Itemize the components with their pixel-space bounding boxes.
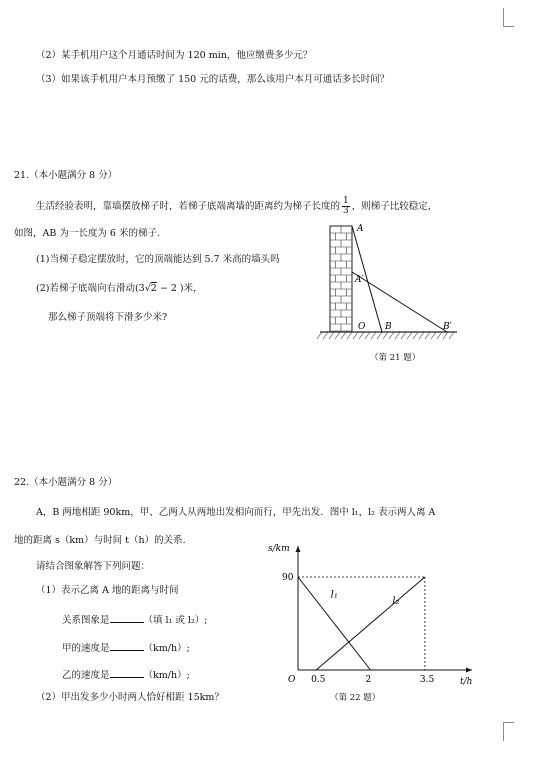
- x-axis-label: t/h: [460, 677, 473, 687]
- q22-sub3: [62, 668, 190, 682]
- q22-sub2: [62, 641, 190, 655]
- series-label-2: l₂: [392, 595, 400, 607]
- brick-wall: [330, 226, 352, 332]
- q21-line2: 如图，AB 为一长度为 6 米的梯子.: [14, 228, 160, 239]
- y-axis-arrow: [296, 546, 301, 552]
- answer-blank-1[interactable]: [110, 613, 144, 623]
- sqrt-symbol: √: [144, 283, 151, 294]
- ladder-figure: [312, 216, 462, 346]
- answer-blank-2[interactable]: [110, 641, 144, 651]
- x-tick-label: 2: [365, 675, 372, 685]
- label-b: B: [385, 322, 392, 332]
- corner-mark-top: [503, 8, 514, 27]
- label-a-prime: A′: [355, 275, 364, 285]
- q22-sub1: [62, 613, 207, 627]
- series-label-1: l₁: [330, 589, 338, 601]
- q22-line3: 请结合图象解答下列问题：: [36, 561, 151, 572]
- q21-line1-a: 生活经验表明，靠墙摆放梯子时，若梯子底端离墙的距离约为梯子长度的: [36, 201, 341, 212]
- q21-header: 21.（本小题满分 8 分）: [14, 170, 118, 181]
- q21-line1: [36, 197, 437, 216]
- corner-mark-bottom: [503, 722, 514, 741]
- sqrt-radicand: 2: [150, 283, 157, 294]
- y-axis-label: s/km: [268, 544, 290, 554]
- y-tick-label: 90: [282, 573, 294, 583]
- q22-sub3-a: 乙的速度是: [62, 670, 110, 681]
- q22-caption: （第 22 题）: [330, 693, 381, 703]
- x-tick-label: O: [288, 675, 296, 685]
- label-b-prime: B′: [443, 322, 452, 332]
- label-a: A: [357, 224, 364, 234]
- distance-time-chart: [262, 538, 482, 688]
- q20-part2: （2）某手机用户这个月通话时间为 120 min，他应缴费多少元？: [36, 50, 313, 61]
- q21-fraction: [342, 197, 350, 216]
- q22-sub3-b: （km/h）;: [143, 670, 190, 681]
- q22-header: 22.（本小题满分 8 分）: [14, 477, 118, 488]
- x-tick-label: 3.5: [419, 675, 435, 685]
- q22-sub2-b: （km/h）;: [143, 643, 190, 654]
- q21-part1: (1)当梯子稳定摆放时，它的顶端能达到 5.7 米高的墙头吗: [36, 254, 280, 265]
- fraction-numerator: 1: [343, 196, 349, 206]
- ladder-a-prime-b-prime: [352, 272, 447, 332]
- q22-part1: （1）表示乙离 A 地的距离与时间: [36, 585, 179, 596]
- q20-part3: （3）如果该手机用户本月预缴了 150 元的话费，那么该用户本月可通话多长时间？: [36, 74, 390, 85]
- q22-line2: 地的距离 s（km）与时间 t（h）的关系.: [14, 535, 186, 546]
- x-tick-label: 0.5: [311, 675, 326, 685]
- q22-line1: A，B 两地相距 90km，甲、乙两人从两地出发相向而行，甲先出发．图中 l₁，l₂ 表示两人离 A: [36, 507, 436, 518]
- q21-part2-c: 那么梯子顶端将下滑多少米?: [48, 312, 168, 323]
- answer-blank-3[interactable]: [110, 668, 144, 678]
- q22-sub2-a: 甲的速度是: [62, 643, 110, 654]
- q22-sub1-a: 关系图象是: [62, 615, 110, 626]
- q21-caption: （第 21 题）: [370, 353, 421, 363]
- q22-part2: （2）甲出发多少小时两人恰好相距 15km？: [36, 692, 224, 703]
- x-axis-arrow: [466, 668, 472, 673]
- q21-part2-b: − 2 )米，: [156, 283, 203, 294]
- ground-hatching: [317, 332, 454, 339]
- label-o: O: [358, 322, 366, 332]
- q21-part2: [36, 283, 203, 295]
- q22-sub1-b: （填 l₁ 或 l₂）;: [143, 615, 208, 626]
- q21-part2-a: (2)若梯子底端向右滑动(3: [36, 283, 145, 294]
- fraction-denominator: 3: [343, 206, 349, 216]
- q21-line1-b: ，则梯子比较稳定，: [351, 201, 438, 212]
